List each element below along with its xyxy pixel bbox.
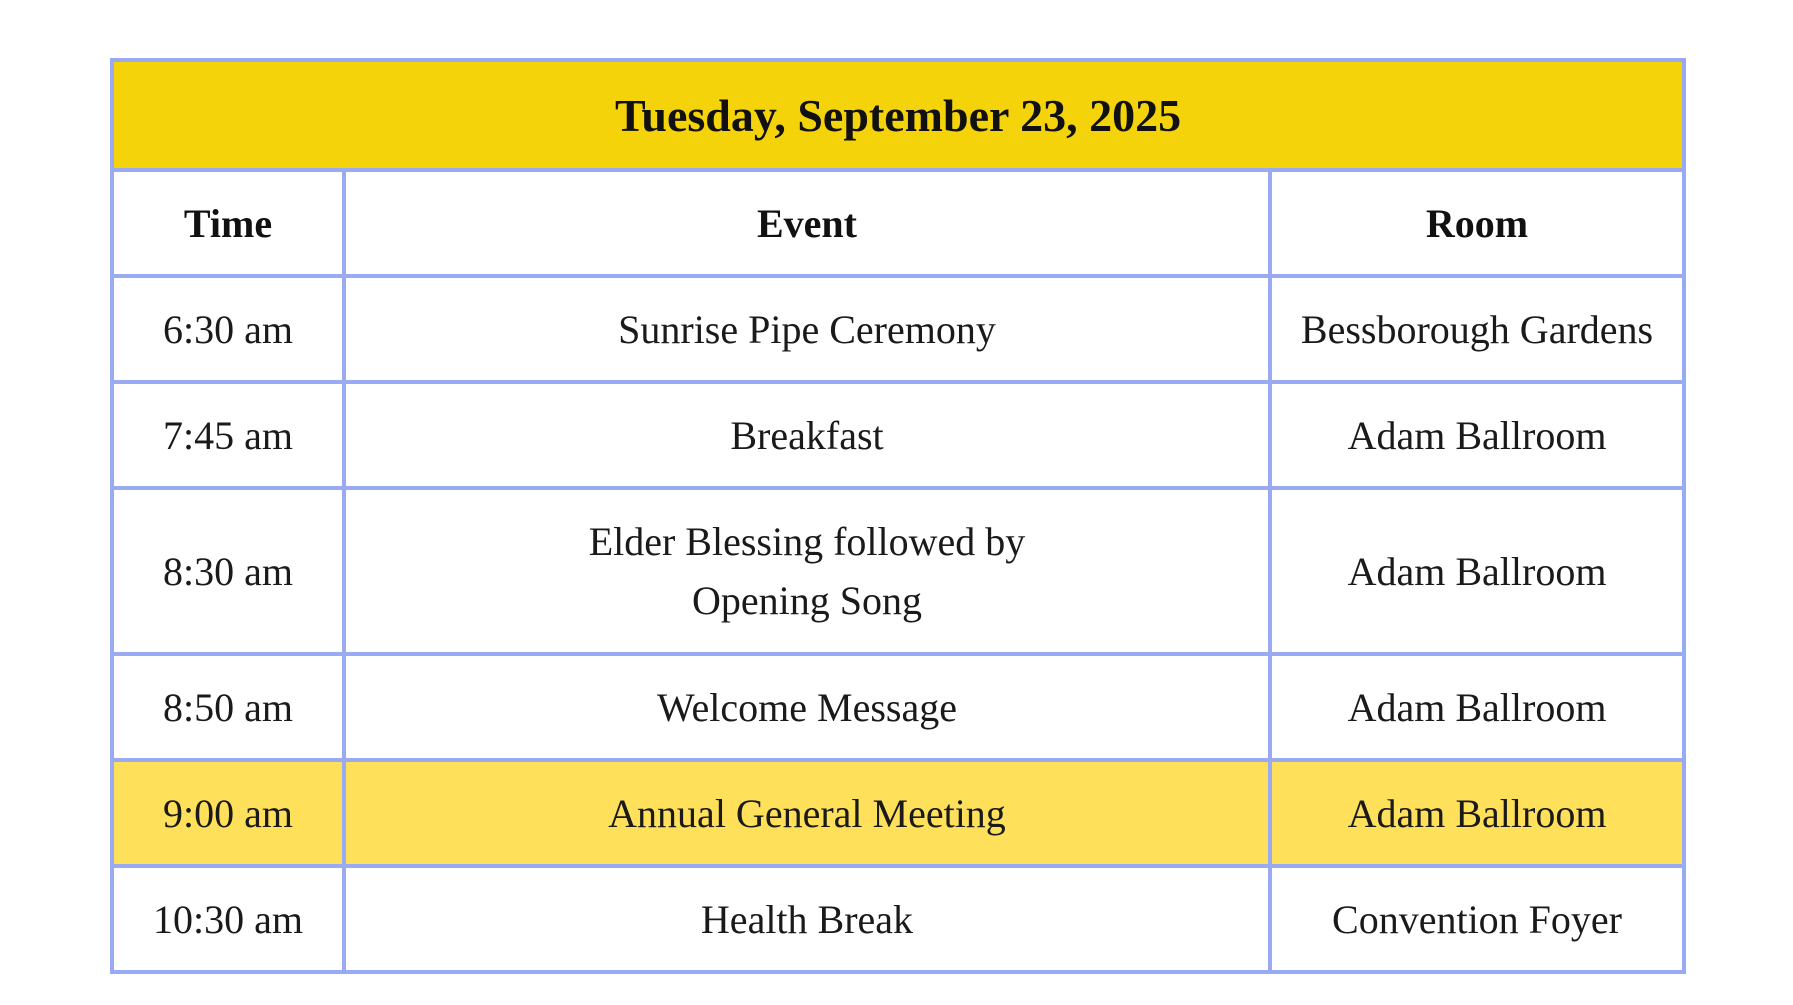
table-row (112, 654, 1684, 760)
room-cell: Adam Ballroom (1270, 760, 1684, 866)
time-cell: 9:00 am (112, 760, 344, 866)
time-cell: 7:45 am (112, 382, 344, 488)
schedule-date: Tuesday, September 23, 2025 (112, 60, 1684, 170)
column-header-event: Event (344, 170, 1270, 276)
event-cell: Breakfast (344, 382, 1270, 488)
event-cell: Health Break (344, 866, 1270, 972)
table-row (112, 276, 1684, 382)
room-cell: Bessborough Gardens (1270, 276, 1684, 382)
column-header-time: Time (112, 170, 344, 276)
event-cell: Sunrise Pipe Ceremony (344, 276, 1270, 382)
column-header-row (112, 170, 1684, 276)
table-row (112, 866, 1684, 972)
time-cell: 6:30 am (112, 276, 344, 382)
room-cell: Adam Ballroom (1270, 488, 1684, 654)
room-cell: Convention Foyer (1270, 866, 1684, 972)
table-row-highlighted (112, 760, 1684, 866)
event-cell: Annual General Meeting (344, 760, 1270, 866)
table-row (112, 488, 1684, 654)
date-header-row (112, 60, 1684, 170)
time-cell: 8:30 am (112, 488, 344, 654)
time-cell: 10:30 am (112, 866, 344, 972)
event-cell-text: Elder Blessing followed by Opening Song (588, 519, 1026, 623)
column-header-room: Room (1270, 170, 1684, 276)
table-row (112, 382, 1684, 488)
room-cell: Adam Ballroom (1270, 382, 1684, 488)
room-cell: Adam Ballroom (1270, 654, 1684, 760)
schedule-table (110, 58, 1686, 974)
event-cell: Welcome Message (344, 654, 1270, 760)
time-cell: 8:50 am (112, 654, 344, 760)
event-cell (344, 488, 1270, 654)
